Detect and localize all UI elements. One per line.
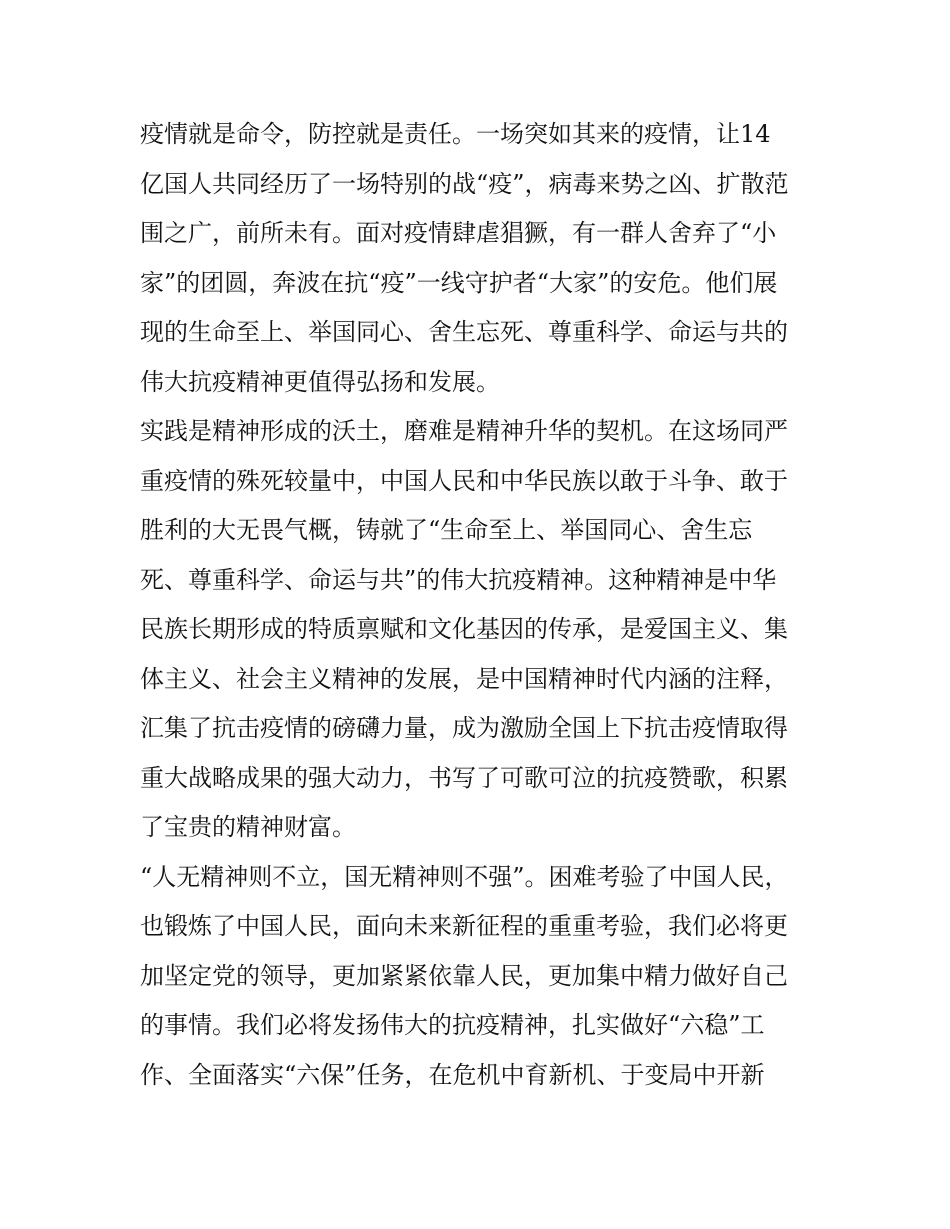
text-line: 汇集了抗击疫情的磅礴力量，成为激励全国上下抗击疫情取得	[140, 714, 788, 742]
document-body	[140, 110, 812, 1100]
text-line: 民族长期形成的特质禀赋和文化基因的传承，是爱国主义、集	[140, 615, 788, 643]
text-line: 死、尊重科学、命运与共”的伟大抗疫精神。这种精神是中华	[140, 565, 777, 594]
text-line: 伟大抗疫精神更值得弘扬和发展。	[140, 367, 500, 396]
text-line: 疫情就是命令，防控就是责任。一场突如其来的疫情，让14	[140, 120, 771, 148]
text-line: 也锻炼了中国人民，面向未来新征程的重重考验，我们必将更	[140, 912, 788, 940]
text-line: 体主义、社会主义精神的发展，是中国精神时代内涵的注释，	[140, 664, 788, 693]
text-line: 加坚定党的领导，更加紧紧依靠人民，更加集中精力做好自己	[140, 961, 788, 990]
text-line: 现的生命至上、举国同心、舍生忘死、尊重科学、命运与共的	[140, 318, 788, 346]
text-line: 家”的团圆，奔波在抗“疫”一线守护者“大家”的安危。他们展	[140, 268, 778, 297]
text-line: 重大战略成果的强大动力，书写了可歌可泣的抗疫赞歌，积累	[140, 763, 788, 792]
text-line: 的事情。我们必将发扬伟大的抗疫精神，扎实做好“六稳”工	[140, 1011, 765, 1039]
text-line: 作、全面落实“六保”任务，在危机中育新机、于变局中开新	[140, 1060, 765, 1089]
paragraph-3	[140, 853, 812, 1101]
text-line: 重疫情的殊死较量中，中国人民和中华民族以敢于斗争、敢于	[140, 466, 788, 495]
text-line: 亿国人共同经历了一场特别的战“疫”，病毒来势之凶、扩散范	[140, 169, 789, 198]
paragraph-1	[140, 110, 812, 407]
text-line: “人无精神则不立，国无精神则不强”。困难考验了中国人民，	[140, 862, 789, 891]
text-line: 实践是精神形成的沃土，磨难是精神升华的契机。在这场同严	[140, 417, 788, 445]
text-line: 了宝贵的精神财富。	[140, 813, 356, 841]
text-line: 围之广，前所未有。面对疫情肆虐猖獗，有一群人舍弃了“小	[140, 219, 777, 247]
paragraph-2	[140, 407, 812, 853]
text-line: 胜利的大无畏气概，铸就了“生命至上、举国同心、舍生忘	[140, 516, 753, 544]
